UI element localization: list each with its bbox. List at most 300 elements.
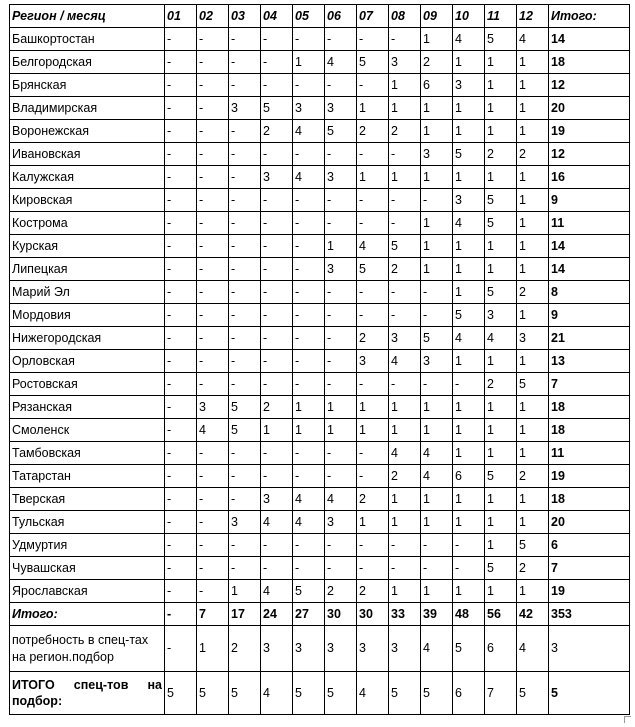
month-cell: - — [453, 557, 485, 580]
month-cell: - — [229, 557, 261, 580]
month-cell: 1 — [517, 74, 549, 97]
month-cell: 39 — [421, 603, 453, 626]
month-cell: 1 — [261, 419, 293, 442]
total-cell: 5 — [549, 672, 630, 715]
month-cell: - — [325, 212, 357, 235]
table-row — [10, 51, 630, 74]
month-cell: 1 — [485, 258, 517, 281]
month-cell: 2 — [517, 143, 549, 166]
month-cell: 12 — [517, 5, 549, 28]
month-cell: - — [229, 212, 261, 235]
month-cell: - — [197, 143, 229, 166]
row-label: Орловская — [10, 350, 165, 373]
month-cell: 3 — [293, 626, 325, 672]
table-row — [10, 143, 630, 166]
month-cell: 2 — [421, 51, 453, 74]
month-cell: 56 — [485, 603, 517, 626]
month-cell: - — [165, 166, 197, 189]
month-cell: 2 — [357, 327, 389, 350]
month-cell: - — [261, 258, 293, 281]
month-cell: 1 — [453, 350, 485, 373]
month-cell: 5 — [229, 396, 261, 419]
month-cell: - — [229, 304, 261, 327]
row-label: Курская — [10, 235, 165, 258]
month-cell: 27 — [293, 603, 325, 626]
table-row — [10, 235, 630, 258]
month-cell: 3 — [261, 488, 293, 511]
month-cell: - — [261, 51, 293, 74]
month-cell: - — [261, 373, 293, 396]
month-cell: - — [165, 28, 197, 51]
month-cell: 3 — [389, 51, 421, 74]
month-cell: 2 — [517, 465, 549, 488]
month-cell: - — [421, 281, 453, 304]
row-label: Ярославская — [10, 580, 165, 603]
month-cell: 1 — [421, 28, 453, 51]
total-cell: Итого: — [549, 5, 630, 28]
month-cell: 3 — [453, 74, 485, 97]
month-cell: - — [197, 511, 229, 534]
table-row — [10, 258, 630, 281]
month-cell: 2 — [261, 396, 293, 419]
table-row — [10, 304, 630, 327]
month-cell: - — [197, 97, 229, 120]
month-cell: - — [293, 235, 325, 258]
month-cell: - — [357, 373, 389, 396]
month-cell: - — [197, 304, 229, 327]
month-cell: - — [261, 28, 293, 51]
month-cell: 02 — [197, 5, 229, 28]
month-cell: - — [229, 350, 261, 373]
month-cell: - — [357, 557, 389, 580]
month-cell: - — [229, 189, 261, 212]
total-cell: 3 — [549, 626, 630, 672]
month-cell: 5 — [485, 189, 517, 212]
month-cell: 03 — [229, 5, 261, 28]
month-cell: - — [293, 281, 325, 304]
month-cell: - — [357, 74, 389, 97]
month-cell: - — [389, 143, 421, 166]
month-cell: 4 — [389, 442, 421, 465]
month-cell: - — [197, 465, 229, 488]
month-cell: - — [293, 350, 325, 373]
month-cell: 5 — [389, 235, 421, 258]
table-row — [10, 442, 630, 465]
month-cell: 1 — [389, 396, 421, 419]
month-cell: 4 — [453, 28, 485, 51]
month-cell: 4 — [261, 580, 293, 603]
month-cell: - — [389, 281, 421, 304]
month-cell: - — [325, 327, 357, 350]
month-cell: 4 — [261, 511, 293, 534]
month-cell: 1 — [517, 511, 549, 534]
month-cell: - — [325, 373, 357, 396]
total-cell: 18 — [549, 396, 630, 419]
month-cell: 3 — [357, 626, 389, 672]
month-cell: 5 — [453, 626, 485, 672]
month-cell: 10 — [453, 5, 485, 28]
month-cell: - — [261, 442, 293, 465]
month-cell: - — [421, 189, 453, 212]
month-cell: 1 — [485, 166, 517, 189]
month-cell: - — [165, 51, 197, 74]
total-cell: 14 — [549, 258, 630, 281]
row-label: Тамбовская — [10, 442, 165, 465]
total-cell: 19 — [549, 465, 630, 488]
month-cell: 1 — [517, 419, 549, 442]
month-cell: 6 — [485, 626, 517, 672]
month-cell: - — [229, 488, 261, 511]
month-cell: 1 — [453, 419, 485, 442]
total-cell: 14 — [549, 28, 630, 51]
month-cell: - — [389, 28, 421, 51]
month-cell: - — [165, 603, 197, 626]
month-cell: 1 — [453, 488, 485, 511]
month-cell: 1 — [357, 419, 389, 442]
month-cell: - — [325, 304, 357, 327]
month-cell: - — [325, 350, 357, 373]
month-cell: 3 — [485, 304, 517, 327]
need-row — [10, 626, 630, 672]
month-cell: 24 — [261, 603, 293, 626]
month-cell: 05 — [293, 5, 325, 28]
total-cell: 12 — [549, 74, 630, 97]
month-cell: - — [261, 557, 293, 580]
month-cell: 3 — [261, 166, 293, 189]
month-cell: 5 — [517, 672, 549, 715]
month-cell: - — [229, 235, 261, 258]
month-cell: 1 — [421, 511, 453, 534]
month-cell: - — [165, 304, 197, 327]
row-label: Ивановская — [10, 143, 165, 166]
month-cell: 1 — [389, 580, 421, 603]
total-cell: 19 — [549, 580, 630, 603]
month-cell: 5 — [325, 120, 357, 143]
month-cell: - — [165, 235, 197, 258]
month-cell: 3 — [421, 350, 453, 373]
month-cell: 17 — [229, 603, 261, 626]
month-cell: 5 — [485, 465, 517, 488]
month-cell: - — [421, 534, 453, 557]
month-cell: 1 — [485, 580, 517, 603]
month-cell: - — [261, 212, 293, 235]
month-cell: 2 — [357, 580, 389, 603]
total-cell: 19 — [549, 120, 630, 143]
month-cell: - — [325, 189, 357, 212]
month-cell: 1 — [485, 51, 517, 74]
month-cell: - — [261, 465, 293, 488]
month-cell: 1 — [517, 235, 549, 258]
month-cell: 3 — [421, 143, 453, 166]
month-cell: 3 — [325, 258, 357, 281]
month-cell: 1 — [325, 396, 357, 419]
month-cell: 1 — [453, 97, 485, 120]
month-cell: - — [389, 557, 421, 580]
month-cell: 2 — [389, 120, 421, 143]
total-cell: 14 — [549, 235, 630, 258]
page-corner-mark — [624, 716, 631, 723]
month-cell: 2 — [325, 580, 357, 603]
month-cell: 2 — [389, 465, 421, 488]
month-cell: 30 — [357, 603, 389, 626]
row-label: Белгородская — [10, 51, 165, 74]
month-cell: 6 — [453, 672, 485, 715]
month-cell: 1 — [389, 166, 421, 189]
month-cell: 6 — [453, 465, 485, 488]
table-row — [10, 488, 630, 511]
month-cell: - — [229, 327, 261, 350]
month-cell: 5 — [485, 212, 517, 235]
month-cell: - — [229, 143, 261, 166]
month-cell: 2 — [517, 281, 549, 304]
table-row — [10, 465, 630, 488]
month-cell: - — [421, 304, 453, 327]
month-cell: - — [165, 212, 197, 235]
month-cell: 2 — [389, 258, 421, 281]
month-cell: 1 — [517, 396, 549, 419]
month-cell: 5 — [229, 419, 261, 442]
month-cell: - — [357, 465, 389, 488]
month-cell: - — [421, 373, 453, 396]
row-label: Регион / месяц — [10, 5, 165, 28]
month-cell: 1 — [325, 235, 357, 258]
month-cell: - — [197, 212, 229, 235]
month-cell: - — [325, 143, 357, 166]
month-cell: 1 — [453, 235, 485, 258]
month-cell: - — [165, 511, 197, 534]
month-cell: - — [197, 350, 229, 373]
month-cell: 1 — [517, 442, 549, 465]
table-row — [10, 511, 630, 534]
month-cell: 5 — [293, 672, 325, 715]
table-row — [10, 396, 630, 419]
table-row — [10, 166, 630, 189]
month-cell: 1 — [517, 304, 549, 327]
month-cell: - — [261, 189, 293, 212]
table-body — [10, 5, 630, 715]
month-cell: 07 — [357, 5, 389, 28]
month-cell: 1 — [517, 166, 549, 189]
month-cell: - — [165, 281, 197, 304]
total-cell: 7 — [549, 557, 630, 580]
month-cell: - — [197, 235, 229, 258]
month-cell: 2 — [485, 143, 517, 166]
month-cell: - — [325, 281, 357, 304]
month-cell: 5 — [421, 672, 453, 715]
month-cell: 1 — [485, 488, 517, 511]
month-cell: - — [389, 189, 421, 212]
region-month-table — [9, 4, 630, 715]
month-cell: 1 — [453, 120, 485, 143]
month-cell: 3 — [357, 350, 389, 373]
month-cell: - — [165, 442, 197, 465]
month-cell: - — [197, 327, 229, 350]
total-cell: 6 — [549, 534, 630, 557]
month-cell: - — [261, 74, 293, 97]
total-cell: 18 — [549, 419, 630, 442]
month-cell: 5 — [229, 672, 261, 715]
table-row — [10, 327, 630, 350]
month-cell: 30 — [325, 603, 357, 626]
month-cell: - — [293, 557, 325, 580]
month-cell: 5 — [485, 28, 517, 51]
row-label: Липецкая — [10, 258, 165, 281]
row-label: Марий Эл — [10, 281, 165, 304]
month-cell: 5 — [485, 281, 517, 304]
month-cell: - — [197, 120, 229, 143]
month-cell: - — [261, 281, 293, 304]
month-cell: 4 — [453, 327, 485, 350]
month-cell: 2 — [485, 373, 517, 396]
row-label: Нижегородская — [10, 327, 165, 350]
table-row — [10, 557, 630, 580]
month-cell: 1 — [517, 97, 549, 120]
month-cell: - — [197, 281, 229, 304]
month-cell: - — [229, 166, 261, 189]
month-cell: - — [261, 304, 293, 327]
month-cell: 1 — [453, 580, 485, 603]
month-cell: 33 — [389, 603, 421, 626]
month-cell: 11 — [485, 5, 517, 28]
month-cell: 2 — [517, 557, 549, 580]
month-cell: 4 — [357, 672, 389, 715]
month-cell: - — [197, 189, 229, 212]
month-cell: - — [293, 143, 325, 166]
month-cell: - — [165, 488, 197, 511]
month-cell: 3 — [517, 327, 549, 350]
month-cell: - — [389, 304, 421, 327]
month-cell: - — [293, 258, 325, 281]
row-label: Мордовия — [10, 304, 165, 327]
month-cell: 1 — [453, 166, 485, 189]
month-cell: 3 — [453, 189, 485, 212]
month-cell: - — [165, 626, 197, 672]
month-cell: 3 — [229, 97, 261, 120]
month-cell: 5 — [261, 97, 293, 120]
totals-row — [10, 603, 630, 626]
month-cell: - — [165, 396, 197, 419]
month-cell: - — [229, 74, 261, 97]
month-cell: - — [293, 28, 325, 51]
month-cell: 5 — [197, 672, 229, 715]
month-cell: - — [293, 465, 325, 488]
month-cell: 1 — [421, 396, 453, 419]
month-cell: 3 — [325, 626, 357, 672]
month-cell: 1 — [421, 120, 453, 143]
month-cell: 1 — [517, 350, 549, 373]
month-cell: - — [197, 580, 229, 603]
month-cell: 1 — [517, 580, 549, 603]
month-cell: 1 — [293, 419, 325, 442]
month-cell: 4 — [261, 672, 293, 715]
month-cell: 1 — [517, 258, 549, 281]
month-cell: - — [325, 28, 357, 51]
month-cell: 2 — [229, 626, 261, 672]
month-cell: - — [357, 189, 389, 212]
month-cell: - — [165, 419, 197, 442]
month-cell: - — [197, 557, 229, 580]
month-cell: 1 — [421, 258, 453, 281]
header-row — [10, 5, 630, 28]
month-cell: 1 — [229, 580, 261, 603]
month-cell: 7 — [485, 672, 517, 715]
table-row — [10, 373, 630, 396]
final-total-row — [10, 672, 630, 715]
row-label: Итого: — [10, 603, 165, 626]
row-label: Владимирская — [10, 97, 165, 120]
total-cell: 9 — [549, 189, 630, 212]
row-label: Ростовская — [10, 373, 165, 396]
month-cell: - — [165, 465, 197, 488]
row-label: Рязанская — [10, 396, 165, 419]
month-cell: 3 — [261, 626, 293, 672]
month-cell: 4 — [485, 327, 517, 350]
month-cell: - — [165, 373, 197, 396]
row-label: Чувашская — [10, 557, 165, 580]
month-cell: - — [165, 534, 197, 557]
month-cell: 2 — [357, 488, 389, 511]
month-cell: 3 — [197, 396, 229, 419]
month-cell: 4 — [421, 626, 453, 672]
month-cell: 1 — [421, 580, 453, 603]
month-cell: 5 — [517, 534, 549, 557]
month-cell: 1 — [421, 212, 453, 235]
month-cell: - — [293, 304, 325, 327]
month-cell: - — [197, 258, 229, 281]
row-label: Удмуртия — [10, 534, 165, 557]
month-cell: 42 — [517, 603, 549, 626]
month-cell: 1 — [357, 396, 389, 419]
month-cell: 1 — [485, 534, 517, 557]
month-cell: 5 — [325, 672, 357, 715]
total-cell: 8 — [549, 281, 630, 304]
month-cell: - — [165, 557, 197, 580]
month-cell: 1 — [485, 74, 517, 97]
month-cell: 1 — [453, 258, 485, 281]
month-cell: - — [261, 327, 293, 350]
month-cell: - — [261, 534, 293, 557]
month-cell: 4 — [517, 28, 549, 51]
total-cell: 353 — [549, 603, 630, 626]
month-cell: 1 — [389, 488, 421, 511]
month-cell: - — [357, 143, 389, 166]
month-cell: 5 — [389, 672, 421, 715]
month-cell: 5 — [357, 51, 389, 74]
table-row — [10, 28, 630, 51]
row-label: Смоленск — [10, 419, 165, 442]
month-cell: - — [165, 258, 197, 281]
month-cell: 5 — [517, 373, 549, 396]
month-cell: - — [389, 534, 421, 557]
month-cell: - — [229, 28, 261, 51]
month-cell: 1 — [389, 97, 421, 120]
month-cell: 1 — [389, 74, 421, 97]
month-cell: 1 — [485, 350, 517, 373]
month-cell: - — [389, 373, 421, 396]
month-cell: - — [357, 28, 389, 51]
table-row — [10, 212, 630, 235]
month-cell: - — [293, 189, 325, 212]
month-cell: 1 — [517, 120, 549, 143]
month-cell: 06 — [325, 5, 357, 28]
month-cell: 1 — [325, 419, 357, 442]
row-label: Воронежская — [10, 120, 165, 143]
month-cell: 1 — [357, 511, 389, 534]
month-cell: - — [293, 327, 325, 350]
month-cell: - — [453, 534, 485, 557]
month-cell: 4 — [453, 212, 485, 235]
month-cell: 6 — [421, 74, 453, 97]
